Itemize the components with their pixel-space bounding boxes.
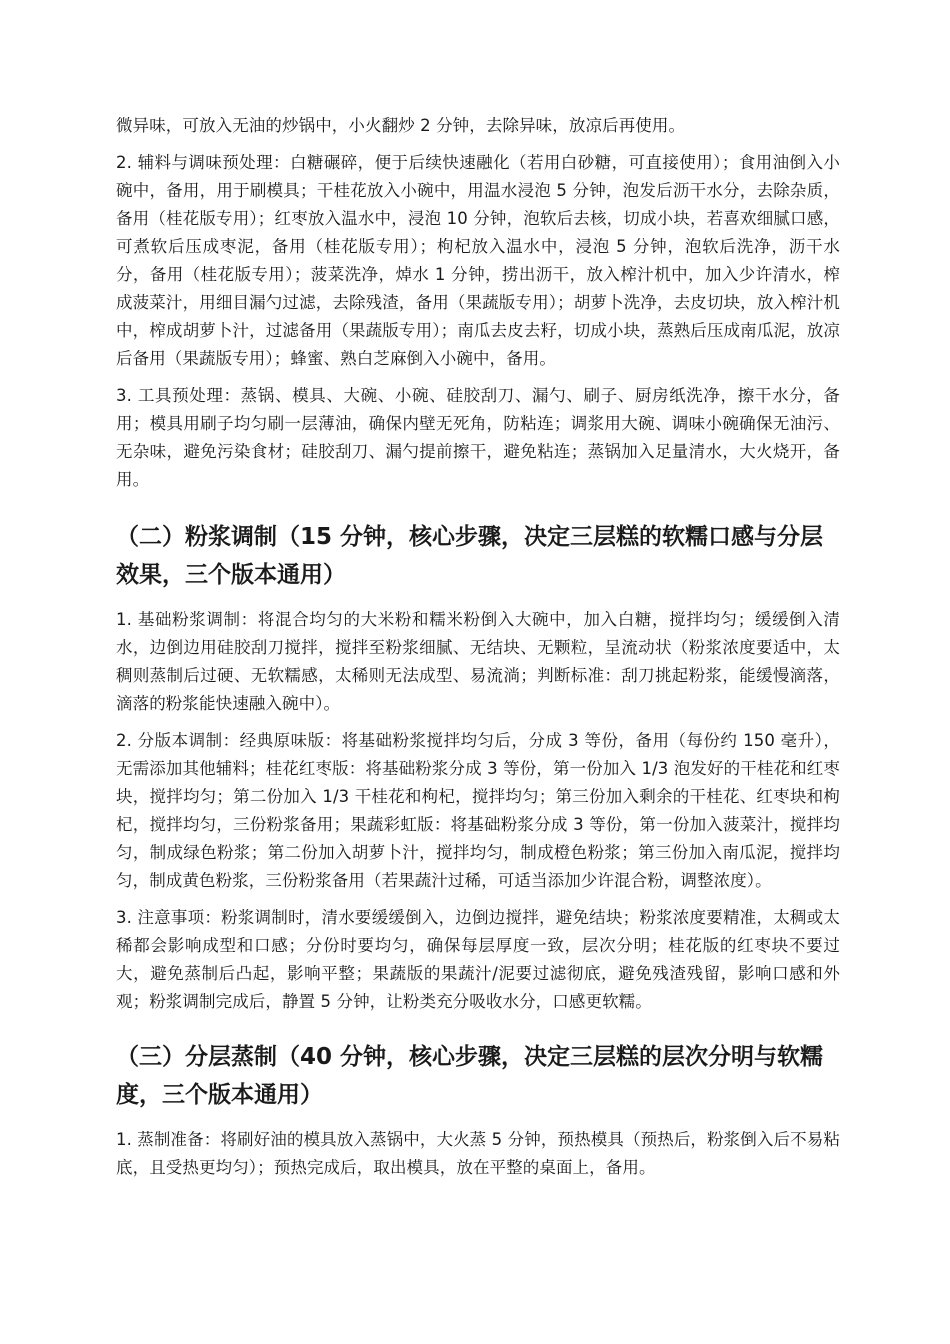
paragraph-tool-prep: 3. 工具预处理：蒸锅、模具、大碗、小碗、硅胶刮刀、漏勺、刷子、厨房纸洗净，擦干水分，备用；模具用刷子均匀刷一层薄油，确保内壁无死角，防粘连；调浆用大碗、调味小碗确保无油污、无杂味，避免污染食材；硅胶刮刀、漏勺提前擦干，避免粘连；蒸锅加入足量清水，大火烧开，备用。 [116,386,840,489]
section-heading-batter-mixing: （二）粉浆调制（15 分钟，核心步骤，决定三层糕的软糯口感与分层效果，三个版本通用） [116,524,824,588]
paragraph-steaming-prep: 1. 蒸制准备：将刷好油的模具放入蒸锅中，大火蒸 5 分钟，预热模具（预热后，粉浆倒入后不易粘底，且受热更均匀）；预热完成后，取出模具，放在平整的桌面上，备用。 [116,1130,840,1177]
paragraph-base-batter: 1. 基础粉浆调制：将混合均匀的大米粉和糯米粉倒入大碗中，加入白糖，搅拌均匀；缓缓倒入清水，边倒边用硅胶刮刀搅拌，搅拌至粉浆细腻、无结块、无颗粒，呈流动状（粉浆浓度要适中，太稠则蒸制后过硬、无软糯感，太稀则无法成型、易流淌；判断标准：刮刀挑起粉浆，能缓慢滴落，滴落的粉浆能快速融入碗中）。 [116,610,840,713]
paragraph-version-batter: 2. 分版本调制：经典原味版：将基础粉浆搅拌均匀后，分成 3 等份，备用（每份约 150 毫升），无需添加其他辅料；桂花红枣版：将基础粉浆分成 3 等份，第一份加入 1/3 泡发好的干桂花和红枣块，搅拌均匀；第二份加入 1/3 干桂花和枸杞，搅拌均匀；第三份加入剩余的干桂花、红枣块和枸杞，搅拌均匀，三份粉浆备用；果蔬彩虹版：将基础粉浆分成 3 等份，第一份加入菠菜汁，搅拌均匀，制成绿色粉浆；第二份加入胡萝卜汁，搅拌均匀，制成橙色粉浆；第三份加入南瓜泥，搅拌均匀，制成黄色粉浆，三份粉浆备用（若果蔬汁过稀，可适当添加少许混合粉，调整浓度）。 [116,731,840,890]
document-page [116,112,840,1191]
paragraph-odor-removal: 微异味，可放入无油的炒锅中，小火翻炒 2 分钟，去除异味，放凉后再使用。 [116,116,686,135]
paragraph-batter-notes: 3. 注意事项：粉浆调制时，清水要缓缓倒入，边倒边搅拌，避免结块；粉浆浓度要精准，太稠或太稀都会影响成型和口感；分份时要均匀，确保每层厚度一致，层次分明；桂花版的红枣块不要过大，避免蒸制后凸起，影响平整；果蔬版的果蔬汁/泥要过滤彻底，避免残渣残留，影响口感和外观；粉浆调制完成后，静置 5 分钟，让粉类充分吸收水分，口感更软糯。 [116,908,840,1011]
section-heading-layered-steaming: （三）分层蒸制（40 分钟，核心步骤，决定三层糕的层次分明与软糯度，三个版本通用） [116,1044,824,1108]
paragraph-ingredient-prep: 2. 辅料与调味预处理：白糖碾碎，便于后续快速融化（若用白砂糖，可直接使用）；食用油倒入小碗中，备用，用于刷模具；干桂花放入小碗中，用温水浸泡 5 分钟，泡发后沥干水分，去除杂质，备用（桂花版专用）；红枣放入温水中，浸泡 10 分钟，泡软后去核，切成小块，若喜欢细腻口感，可煮软后压成枣泥，备用（桂花版专用）；枸杞放入温水中，浸泡 5 分钟，泡软后洗净，沥干水分，备用（桂花版专用）；菠菜洗净，焯水 1 分钟，捞出沥干，放入榨汁机中，加入少许清水，榨成菠菜汁，用细目漏勺过滤，去除残渣，备用（果蔬版专用）；胡萝卜洗净，去皮切块，放入榨汁机中，榨成胡萝卜汁，过滤备用（果蔬版专用）；南瓜去皮去籽，切成小块，蒸熟后压成南瓜泥，放凉后备用（果蔬版专用）；蜂蜜、熟白芝麻倒入小碗中，备用。 [116,153,840,368]
